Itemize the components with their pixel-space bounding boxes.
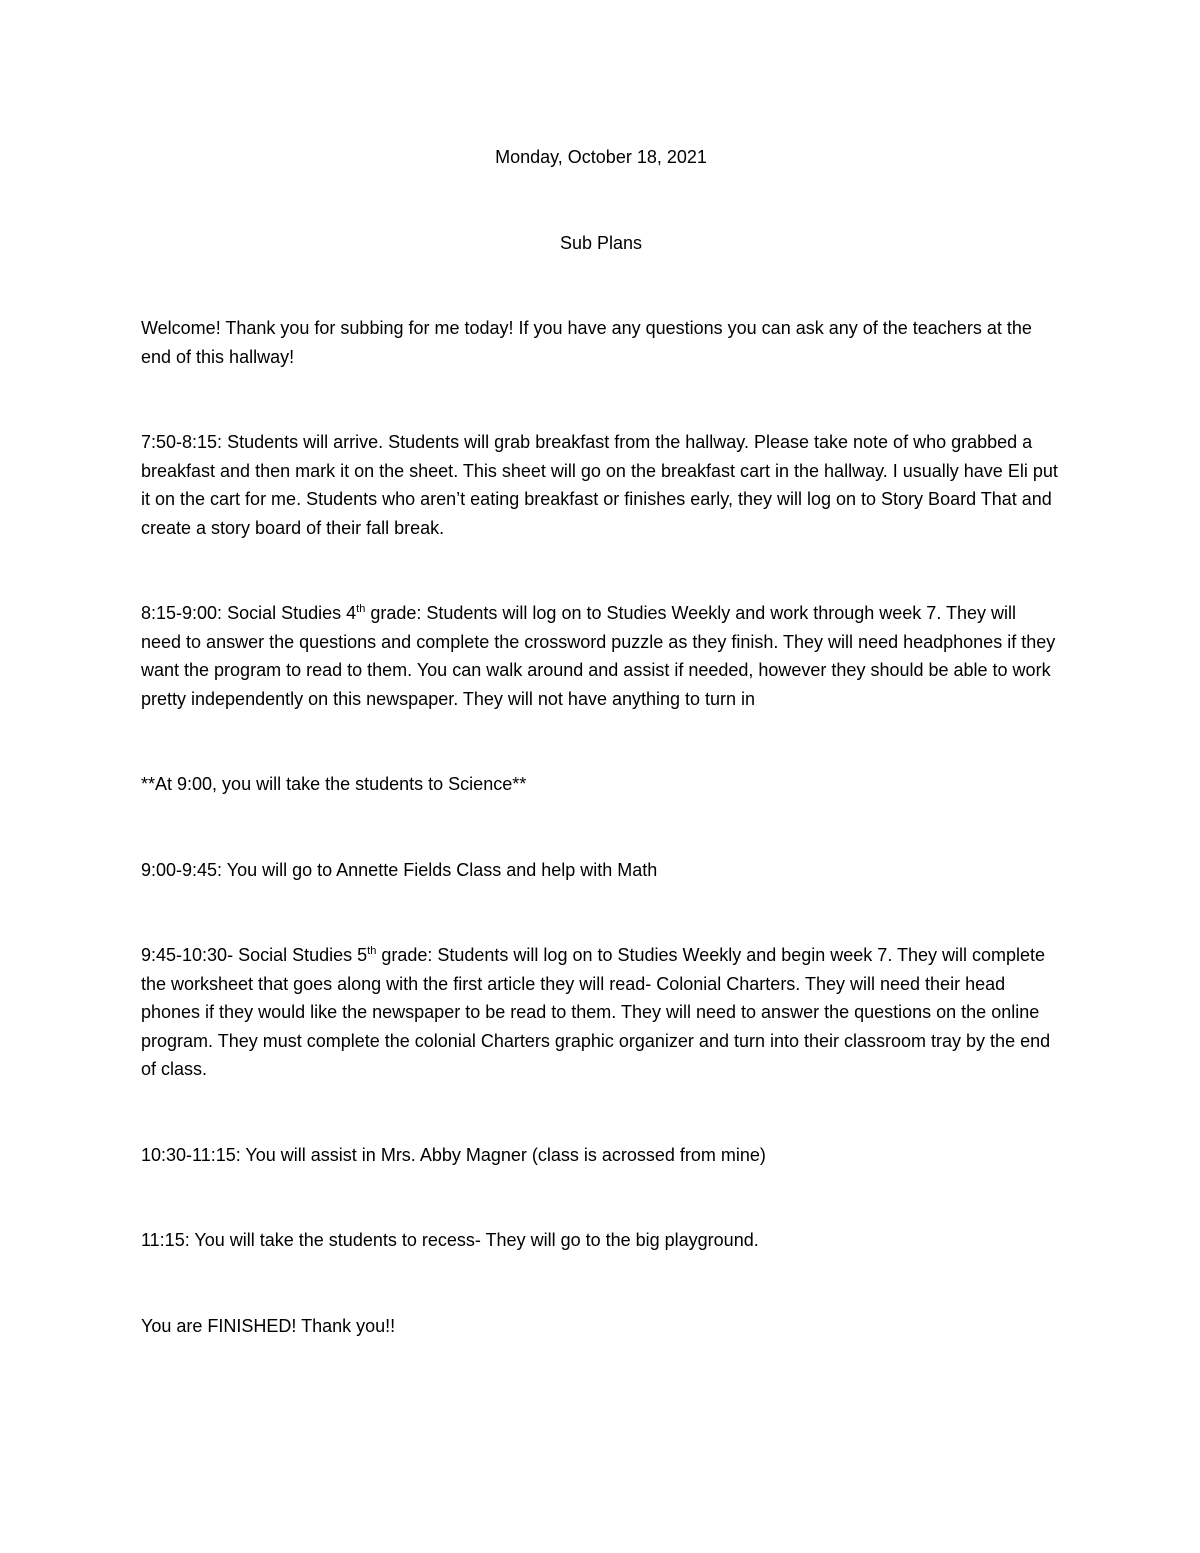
math-paragraph: 9:00-9:45: You will go to Annette Fields Class and help with Math (141, 859, 658, 880)
social-studies-5-paragraph (141, 941, 1061, 1084)
social-studies-4-ordinal: th (356, 603, 366, 615)
welcome-paragraph: Welcome! Thank you for subbing for me today! If you have any questions you can ask any of the teachers at the end of this hallway! (141, 318, 1032, 367)
social-studies-4-text: grade: Students will log on to Studies Weekly and work through week 7. They will need to answer the questions and complete the crossword puzzle as they finish. They will need headphones if they want the program to read to them. You can walk around and assist if needed, however they should be able to work pretty independently on this newspaper. They will not have anything to turn in (141, 603, 1056, 709)
document-date: Monday, October 18, 2021 (495, 147, 707, 167)
social-studies-4-prefix: 8:15-9:00: Social Studies 4 (141, 603, 357, 623)
breakfast-paragraph: 7:50-8:15: Students will arrive. Students will grab breakfast from the hallway. Please take note of who grabbed a breakfast and then mark it on the sheet. This sheet will go on the breakfast cart in the hallway. I usually have Eli put it on the cart for me. Students who aren’t eating breakfast or finishes early, they will log on to Story Board That and create a story board of their fall break. (141, 432, 1058, 538)
finished-paragraph: You are FINISHED! Thank you!! (141, 1315, 396, 1336)
recess-paragraph: 11:15: You will take the students to recess- They will go to the big playground. (141, 1230, 759, 1250)
document-body (141, 140, 1061, 1340)
social-studies-5-text: grade: Students will log on to Studies Weekly and begin week 7. They will complete the worksheet that goes along with the first article they will read- Colonial Charters. They will need their head phones if they would like the newspaper to be read to them. They will need to answer the questions on the online program. They must complete the colonial Charters graphic organizer and turn into their classroom tray by the end of class. (141, 945, 1051, 1079)
assist-paragraph: 10:30-11:15: You will assist in Mrs. Abby Magner (class is acrossed from mine) (141, 1144, 766, 1165)
social-studies-5-ordinal: th (367, 945, 377, 957)
science-note: **At 9:00, you will take the students to Science** (141, 774, 527, 794)
document-title: Sub Plans (559, 232, 643, 253)
social-studies-4-paragraph (141, 599, 1061, 713)
social-studies-5-prefix: 9:45-10:30- Social Studies 5 (141, 945, 368, 965)
